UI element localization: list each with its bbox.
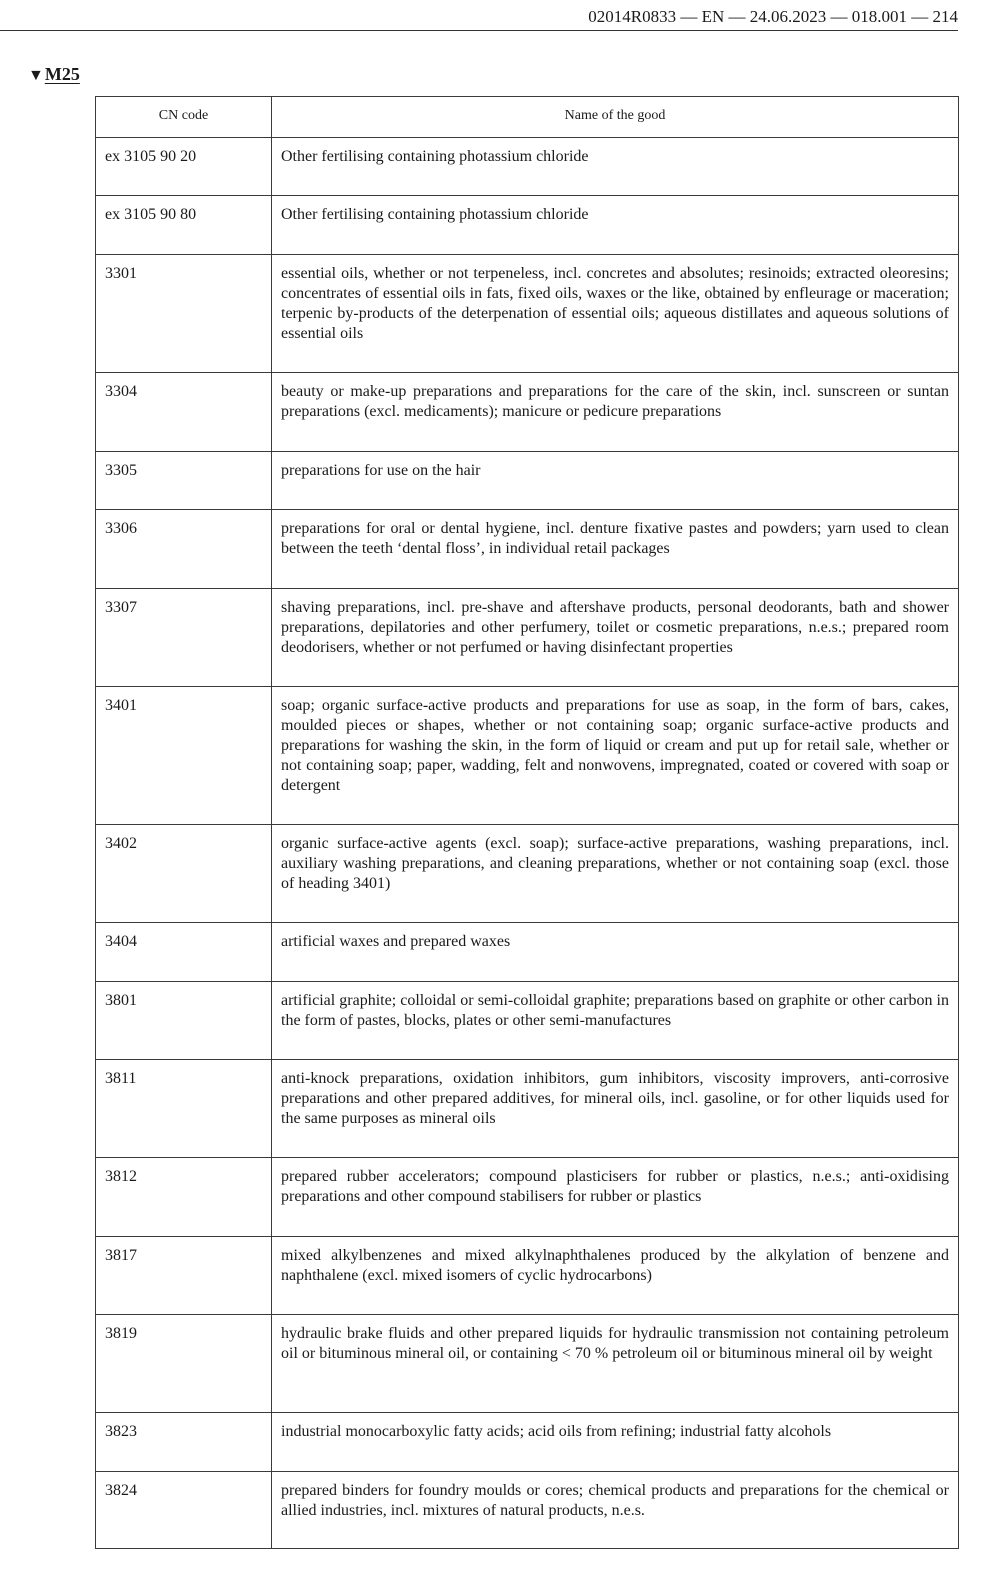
- cn-code-cell: [96, 1158, 272, 1237]
- table-row: [96, 138, 959, 196]
- cn-code-cell: [96, 196, 272, 255]
- cn-code: ex 3105 90 20: [105, 148, 197, 165]
- table-row: [96, 1237, 959, 1315]
- cn-code: 3801: [105, 992, 137, 1009]
- cn-code: 3306: [105, 520, 137, 537]
- cn-code: 3817: [105, 1247, 137, 1264]
- good-name: Other fertilising containing photassium chloride: [281, 148, 589, 165]
- good-name-cell: [272, 452, 959, 510]
- good-name-cell: [272, 589, 959, 687]
- good-name: mixed alkylbenzenes and mixed alkylnaphthalenes produced by the alkylation of benzene and naphthalene (excl. mixed isomers of cyclic hydrocarbons): [281, 1247, 949, 1284]
- good-name-cell: [272, 196, 959, 255]
- cn-code: 3307: [105, 599, 137, 616]
- good-name: hydraulic brake fluids and other prepared liquids for hydraulic transmission not containing petroleum oil or bituminous mineral oil, or containing < 70 % petroleum oil or bituminous mineral oil by weight: [281, 1325, 949, 1362]
- table-row: [96, 452, 959, 510]
- good-name-cell: [272, 1413, 959, 1472]
- cn-code-cell: [96, 982, 272, 1060]
- column-header-name-of-good: Name of the good: [272, 97, 959, 138]
- cn-code-cell: [96, 1472, 272, 1549]
- table-row: [96, 1472, 959, 1549]
- table-header-row: [96, 97, 959, 138]
- cn-code-cell: [96, 923, 272, 982]
- good-name: essential oils, whether or not terpeneless, incl. concretes and absolutes; resinoids; extracted oleoresins; concentrates of essential oils in fats, fixed oils, waxes or the like, obtained by enfleurage or maceration; terpenic by-products of the deterpenation of essential oils; aqueous distillates and aqueous solutions of essential oils: [281, 265, 949, 342]
- good-name-cell: [272, 373, 959, 452]
- page-header: [0, 0, 958, 31]
- good-name-cell: [272, 825, 959, 923]
- cn-code-cell: [96, 452, 272, 510]
- document-reference: 02014R0833 — EN — 24.06.2023 — 018.001 — 214: [588, 7, 958, 26]
- table-body: [96, 138, 959, 1549]
- good-name: preparations for use on the hair: [281, 462, 481, 479]
- good-name: artificial graphite; colloidal or semi-colloidal graphite; preparations based on graphite or other carbon in the form of pastes, blocks, plates or other semi-manufactures: [281, 992, 949, 1029]
- cn-code: 3811: [105, 1070, 137, 1087]
- cn-code: 3404: [105, 933, 137, 950]
- cn-code: 3819: [105, 1325, 137, 1342]
- good-name: industrial monocarboxylic fatty acids; acid oils from refining; industrial fatty alcohols: [281, 1423, 832, 1440]
- amendment-code-link[interactable]: M25: [44, 64, 80, 84]
- cn-code: 3305: [105, 462, 137, 479]
- table-row: [96, 687, 959, 825]
- good-name: beauty or make-up preparations and preparations for the care of the skin, incl. sunscreen or suntan preparations (excl. medicaments); manicure or pedicure preparations: [281, 383, 949, 420]
- cn-code-cell: [96, 1315, 272, 1413]
- cn-code-cell: [96, 510, 272, 589]
- cn-code: 3401: [105, 697, 137, 714]
- table-row: [96, 1060, 959, 1158]
- cn-code-cell: [96, 825, 272, 923]
- cn-code-cell: [96, 589, 272, 687]
- good-name-cell: [272, 1060, 959, 1158]
- table-row: [96, 373, 959, 452]
- cn-code-cell: [96, 138, 272, 196]
- good-name-cell: [272, 982, 959, 1060]
- good-name-cell: [272, 1237, 959, 1315]
- good-name: preparations for oral or dental hygiene, incl. denture fixative pastes and powders; yarn used to clean between the teeth ‘dental floss’, in individual retail packages: [281, 520, 949, 557]
- table-row: [96, 982, 959, 1060]
- table-row: [96, 825, 959, 923]
- table-row: [96, 1158, 959, 1237]
- good-name-cell: [272, 138, 959, 196]
- cn-code-cell: [96, 687, 272, 825]
- table-row: [96, 589, 959, 687]
- good-name: organic surface-active agents (excl. soap); surface-active preparations, washing preparations, incl. auxiliary washing preparations, and cleaning preparations, whether or not containing soap (excl. those of heading 3401): [281, 835, 949, 892]
- goods-table: [95, 96, 959, 1549]
- good-name: Other fertilising containing photassium chloride: [281, 206, 589, 223]
- cn-code: 3812: [105, 1168, 137, 1185]
- good-name-cell: [272, 510, 959, 589]
- cn-code-cell: [96, 1237, 272, 1315]
- good-name: shaving preparations, incl. pre-shave and aftershave products, personal deodorants, bath and shower preparations, depilatories and other perfumery, toilet or cosmetic preparations, n.e.s.; prepared room deodorisers, whether or not perfumed or having disinfectant properties: [281, 599, 949, 656]
- table-row: [96, 923, 959, 982]
- good-name-cell: [272, 1315, 959, 1413]
- good-name-cell: [272, 255, 959, 373]
- good-name: prepared binders for foundry moulds or cores; chemical products and preparations for the chemical or allied industries, incl. mixtures of natural products, n.e.s.: [281, 1482, 949, 1519]
- cn-code: 3304: [105, 383, 137, 400]
- cn-code-cell: [96, 1413, 272, 1472]
- cn-code: ex 3105 90 80: [105, 206, 197, 223]
- cn-code-cell: [96, 1060, 272, 1158]
- table-row: [96, 196, 959, 255]
- amendment-marker: [28, 64, 80, 85]
- cn-code: 3301: [105, 265, 137, 282]
- good-name: soap; organic surface-active products and preparations for use as soap, in the form of bars, cakes, moulded pieces or shapes, whether or not containing soap; organic surface-active products and preparations for washing the skin, in the form of liquid or cream and put up for retail sale, whether or not containing soap; paper, wadding, felt and nonwovens, impregnated, coated or covered with soap or detergent: [281, 697, 949, 794]
- good-name: prepared rubber accelerators; compound plasticisers for rubber or plastics, n.e.s.; anti-oxidising preparations and other compound stabilisers for rubber or plastics: [281, 1168, 949, 1205]
- cn-code-cell: [96, 255, 272, 373]
- good-name-cell: [272, 1158, 959, 1237]
- cn-code-cell: [96, 373, 272, 452]
- good-name-cell: [272, 687, 959, 825]
- cn-code: 3402: [105, 835, 137, 852]
- cn-code: 3823: [105, 1423, 137, 1440]
- table-row: [96, 1413, 959, 1472]
- table-row: [96, 510, 959, 589]
- good-name-cell: [272, 1472, 959, 1549]
- cn-code: 3824: [105, 1482, 137, 1499]
- table-row: [96, 255, 959, 373]
- triangle-down-icon: ▼: [28, 67, 44, 84]
- good-name: artificial waxes and prepared waxes: [281, 933, 511, 950]
- table-row: [96, 1315, 959, 1413]
- good-name: anti-knock preparations, oxidation inhibitors, gum inhibitors, viscosity improvers, anti-corrosive preparations and other prepared additives, for mineral oils, incl. gasoline, or for other liquids used for the same purposes as mineral oils: [281, 1070, 949, 1127]
- column-header-cn-code: CN code: [96, 97, 272, 138]
- good-name-cell: [272, 923, 959, 982]
